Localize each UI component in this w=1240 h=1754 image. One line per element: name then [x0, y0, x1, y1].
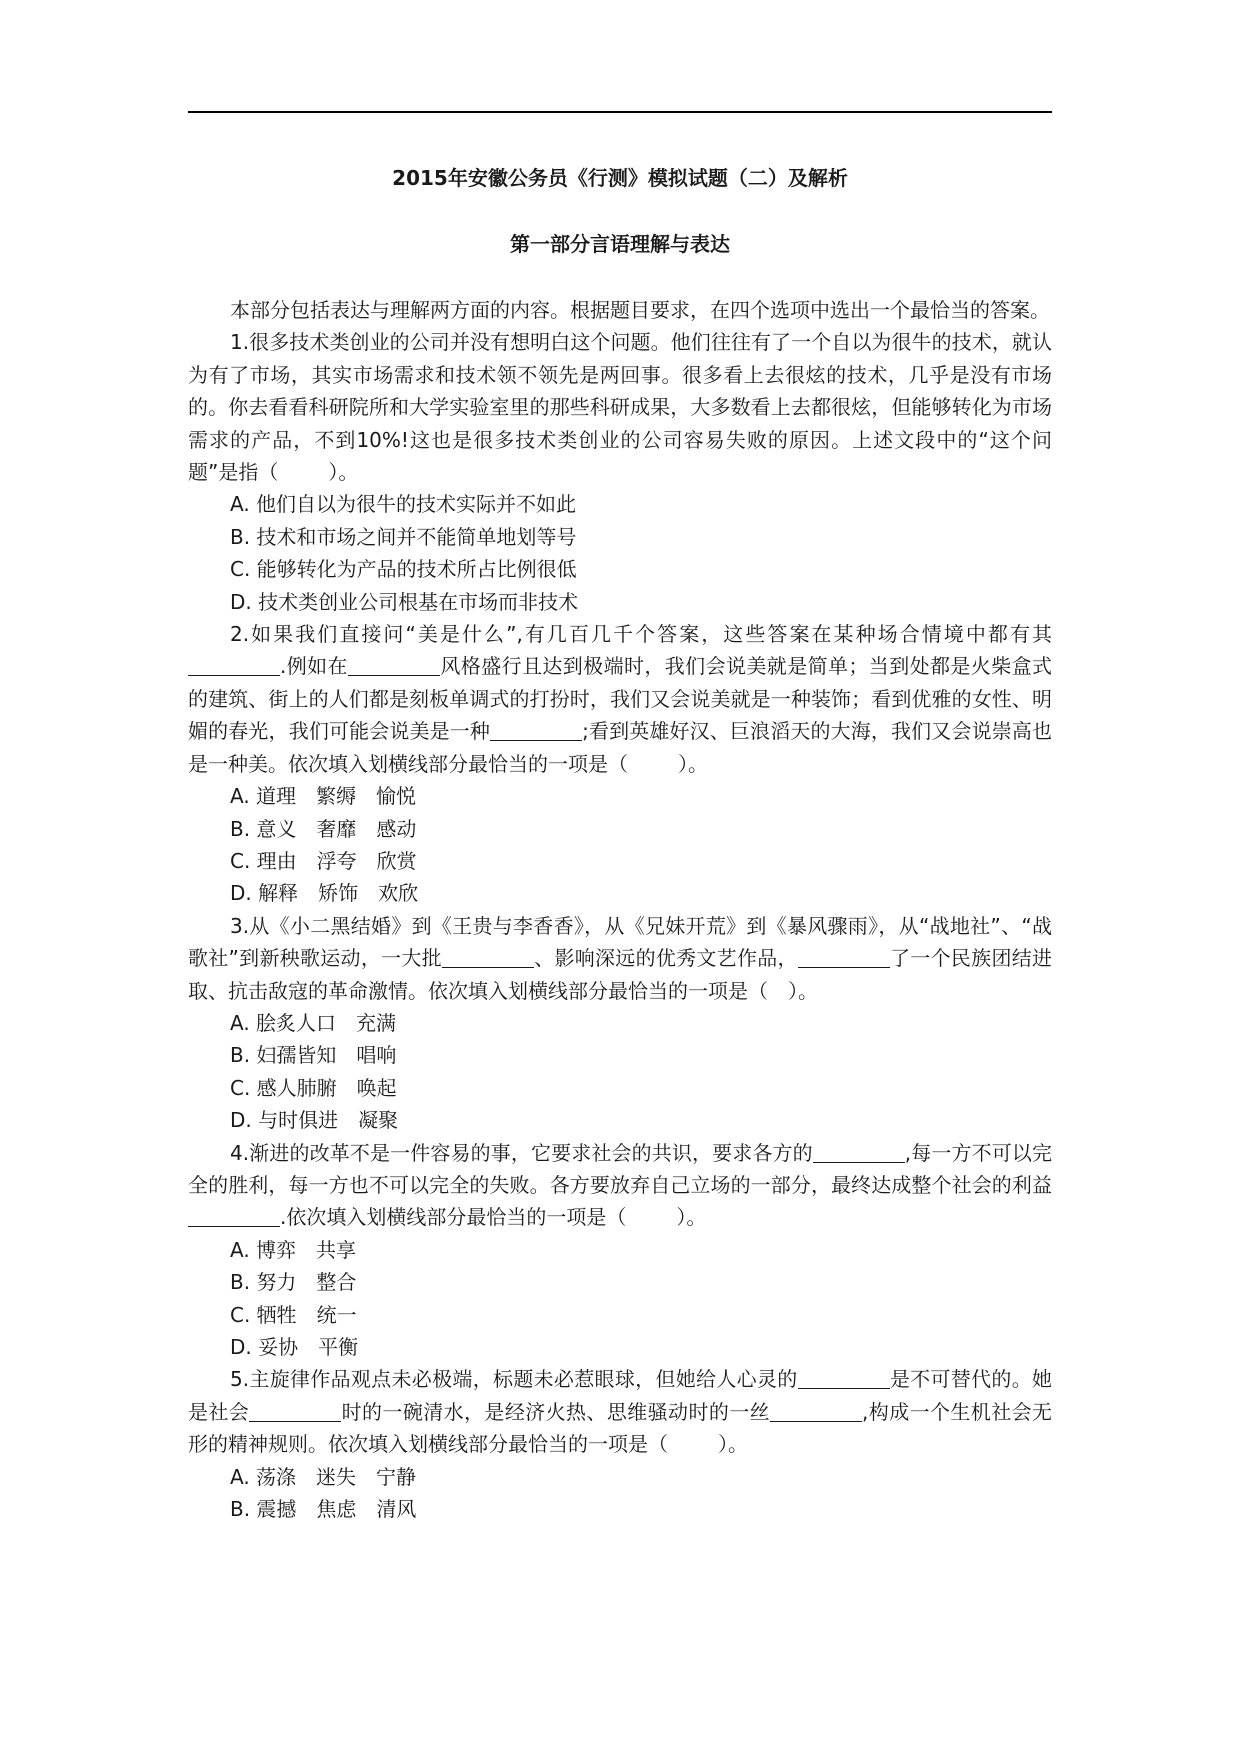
question-3-option-a: A. 脍炙人口 充满 — [230, 1010, 397, 1035]
question-3-option-b: B. 妇孺皆知 唱响 — [230, 1043, 397, 1068]
question-4-option-b: B. 努力 整合 — [230, 1270, 357, 1295]
fill-blank — [249, 1401, 341, 1422]
question-1-option-d: D. 技术类创业公司根基在市场而非技术 — [230, 589, 579, 614]
question-2-option-a: A. 道理 繁缛 愉悦 — [230, 784, 417, 809]
question-3-option-c: C. 感人肺腑 唤起 — [230, 1075, 397, 1100]
fill-blank — [442, 947, 534, 968]
fill-blank — [348, 655, 440, 676]
question-2-option-b: B. 意义 奢靡 感动 — [230, 816, 417, 841]
question-4-option-d: D. 妥协 平衡 — [230, 1335, 359, 1359]
question-5-option-b: B. 震撼 焦虑 清风 — [230, 1497, 417, 1522]
document-body — [188, 294, 1052, 1525]
question-2-option-d: D. 解释 矫饰 欢欣 — [230, 881, 419, 906]
question-5-stem: 5.主旋律作品观点未必极端，标题未必惹眼球，但她给人心灵的 是不可替代的。她是社会 时的一碗清水，是经济火热、思维骚动时的一丝 ,构成一个生机社会无形的精神规则。依次填入划横线部分最恰当的一项是（ ）。 — [188, 1367, 1053, 1457]
fill-blank — [798, 947, 890, 968]
question-1-stem: 1.很多技术类创业的公司并没有想明白这个问题。他们往往有了一个自以为很牛的技术，就认为有了市场，其实市场需求和技术领不领先是两回事。很多看上去很炫的技术，几乎是没有市场的。你去看看科研院所和大学实验室里的那些科研成果，大多数看上去都很炫，但能够转化为市场需求的产品，不到10%!这也是很多技术类创业的公司容易失败的原因。上述文段中的“这个问题”是指（ ）。 — [188, 330, 1052, 485]
question-1-option-b: B. 技术和市场之间并不能简单地划等号 — [230, 524, 577, 549]
fill-blank — [188, 655, 280, 676]
question-3-stem: 3.从《小二黑结婚》到《王贵与李香香》，从《兄妹开荒》到《暴风骤雨》，从“战地社”、“战歌社”到新秧歌运动，一大批 、影响深远的优秀文艺作品， 了一个民族团结进取、抗击敌寇的革命激情。依次填入划横线部分最恰当的一项是（ ）。 — [188, 913, 1052, 1003]
question-4-option-c: C. 牺牲 统一 — [230, 1302, 357, 1327]
intro-paragraph: 本部分包括表达与理解两方面的内容。根据题目要求，在四个选项中选出一个最恰当的答案。 — [230, 298, 1050, 322]
question-3-option-d: D. 与时俱进 凝聚 — [230, 1108, 399, 1133]
question-2-stem: 2.如果我们直接问“美是什么”,有几百几千个答案，这些答案在某种场合情境中都有其.例如在 风格盛行且达到极端时，我们会说美就是简单；当到处都是火柴盒式的建筑、街上的人们都是刻板单调式的打扮时，我们又会说美就是一种装饰；看到优雅的女性、明媚的春光，我们可能会说美是一种 ;看到英雄好汉、巨浪滔天的大海，我们又会说崇高也是一种美。依次填入划横线部分最恰当的一项是（ ）。 — [188, 622, 1053, 776]
fill-blank — [798, 1368, 890, 1389]
question-4-stem: 4.渐进的改革不是一件容易的事，它要求社会的共识，要求各方的 ,每一方不可以完全的胜利，每一方也不可以完全的失败。各方要放弃自己立场的一部分，最终达成整个社会的利益.依次填入划横线部分最恰当的一项是（ ）。 — [188, 1140, 1052, 1230]
question-1-option-c: C. 能够转化为产品的技术所占比例很低 — [230, 557, 577, 582]
fill-blank — [770, 1401, 862, 1422]
fill-blank — [188, 1206, 280, 1227]
document-title: 2015年安徽公务员《行测》模拟试题（二）及解析 — [392, 166, 848, 190]
fill-blank — [813, 1142, 905, 1163]
question-1-option-a: A. 他们自以为很牛的技术实际并不如此 — [230, 492, 577, 517]
header-rule — [188, 111, 1052, 113]
question-2-option-c: C. 理由 浮夸 欣赏 — [230, 848, 417, 873]
question-5-option-a: A. 荡涤 迷失 宁静 — [230, 1464, 417, 1489]
section-title: 第一部分言语理解与表达 — [510, 232, 730, 256]
fill-blank — [490, 720, 582, 741]
question-4-option-a: A. 博弈 共享 — [230, 1237, 357, 1262]
